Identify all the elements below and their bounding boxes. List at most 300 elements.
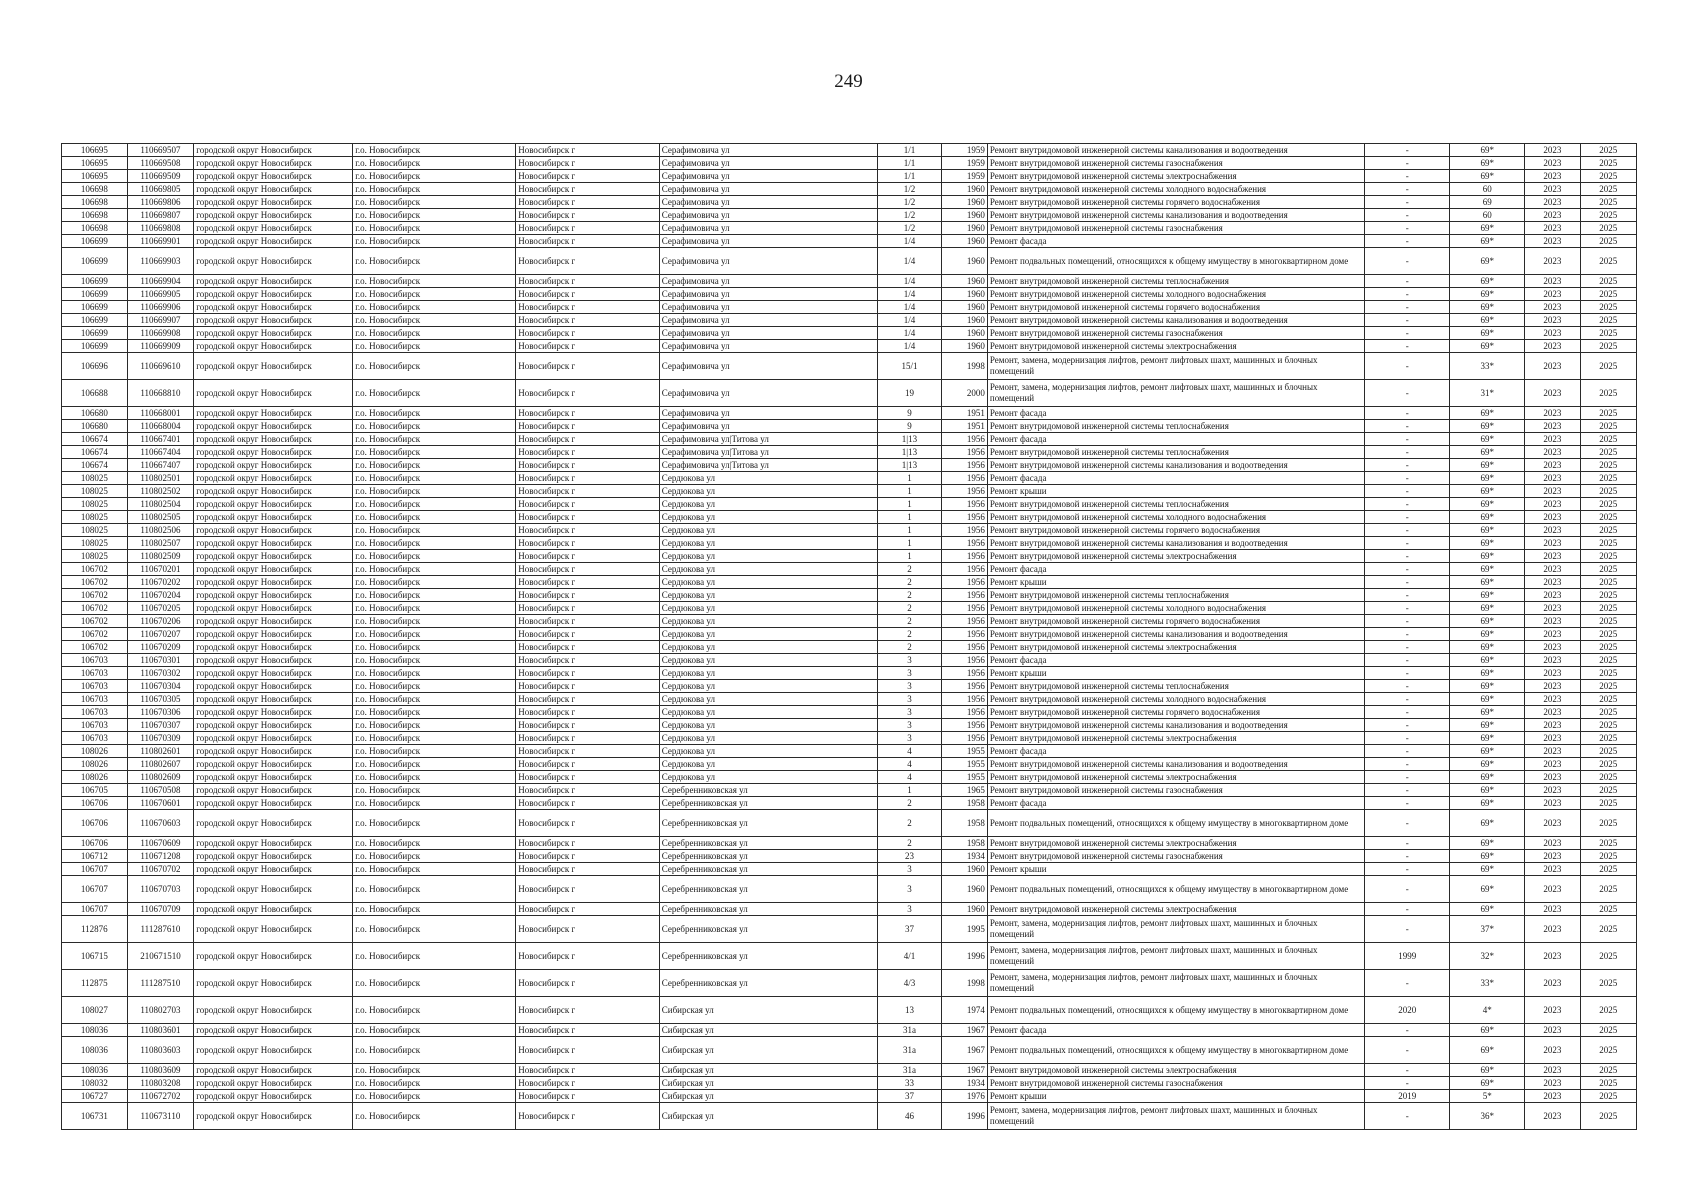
cell-municipality: городской округ Новосибирск [194,1024,353,1037]
cell-build-year: 1960 [941,196,987,209]
cell-municipality: городской округ Новосибирск [194,654,353,667]
cell-work-type: Ремонт внутридомовой инженерной системы теплоснабжения [987,420,1364,433]
cell-settlement: Новосибирск г [516,498,660,511]
cell-settlement: Новосибирск г [516,876,660,903]
cell-street: Сердюкова ул [659,732,877,745]
cell-wear: 69* [1450,248,1525,275]
cell-street: Серафимовича ул [659,288,877,301]
table-body [62,144,1637,1130]
cell-work-type: Ремонт фасада [987,235,1364,248]
cell-settlement: Новосибирск г [516,485,660,498]
cell-city-district: г.о. Новосибирск [353,810,516,837]
cell-work-code: 110670204 [127,589,194,602]
cell-last-repair-year: - [1365,472,1450,485]
cell-period-start: 2023 [1525,459,1580,472]
cell-period-start: 2023 [1525,837,1580,850]
cell-build-year: 1956 [941,576,987,589]
cell-settlement: Новосибирск г [516,1103,660,1130]
cell-period-start: 2023 [1525,863,1580,876]
cell-house-number: 1/2 [878,222,942,235]
cell-work-code: 110802501 [127,472,194,485]
cell-street: Серебренниковская ул [659,850,877,863]
cell-street: Сибирская ул [659,997,877,1024]
cell-street: Серафимовича ул|Титова ул [659,433,877,446]
cell-wear: 69* [1450,680,1525,693]
cell-municipality: городской округ Новосибирск [194,758,353,771]
cell-build-year: 1974 [941,997,987,1024]
cell-wear: 37* [1450,916,1525,943]
table-row [62,771,1637,784]
cell-city-district: г.о. Новосибирск [353,144,516,157]
cell-period-end: 2025 [1580,407,1636,420]
cell-settlement: Новосибирск г [516,446,660,459]
cell-house-id: 106703 [62,693,128,706]
cell-city-district: г.о. Новосибирск [353,433,516,446]
cell-street: Сибирская ул [659,1064,877,1077]
cell-settlement: Новосибирск г [516,459,660,472]
cell-settlement: Новосибирск г [516,903,660,916]
cell-period-end: 2025 [1580,420,1636,433]
cell-build-year: 1960 [941,314,987,327]
cell-house-number: 1/4 [878,340,942,353]
cell-city-district: г.о. Новосибирск [353,1024,516,1037]
cell-period-start: 2023 [1525,420,1580,433]
cell-build-year: 1960 [941,327,987,340]
cell-wear: 69* [1450,222,1525,235]
cell-work-code: 110670609 [127,837,194,850]
cell-work-type: Ремонт внутридомовой инженерной системы электроснабжения [987,340,1364,353]
cell-last-repair-year: - [1365,797,1450,810]
cell-period-end: 2025 [1580,810,1636,837]
cell-period-start: 2023 [1525,850,1580,863]
cell-wear: 69* [1450,903,1525,916]
table-row [62,1024,1637,1037]
cell-house-id: 108036 [62,1037,128,1064]
cell-settlement: Новосибирск г [516,380,660,407]
cell-house-id: 106703 [62,667,128,680]
cell-period-end: 2025 [1580,196,1636,209]
cell-work-type: Ремонт, замена, модернизация лифтов, ремонт лифтовых шахт, машинных и блочных помещений [987,970,1364,997]
cell-period-start: 2023 [1525,485,1580,498]
cell-build-year: 1956 [941,706,987,719]
cell-build-year: 1956 [941,615,987,628]
cell-work-type: Ремонт внутридомовой инженерной системы канализования и водоотведения [987,628,1364,641]
cell-period-start: 2023 [1525,680,1580,693]
cell-period-end: 2025 [1580,745,1636,758]
cell-municipality: городской округ Новосибирск [194,485,353,498]
cell-last-repair-year: - [1365,485,1450,498]
cell-city-district: г.о. Новосибирск [353,327,516,340]
cell-period-start: 2023 [1525,248,1580,275]
cell-work-code: 110669610 [127,353,194,380]
cell-street: Сердюкова ул [659,472,877,485]
cell-city-district: г.о. Новосибирск [353,667,516,680]
cell-wear: 5* [1450,1090,1525,1103]
cell-period-start: 2023 [1525,732,1580,745]
cell-municipality: городской округ Новосибирск [194,420,353,433]
cell-work-code: 110669905 [127,288,194,301]
cell-last-repair-year: - [1365,288,1450,301]
cell-work-type: Ремонт внутридомовой инженерной системы электроснабжения [987,170,1364,183]
cell-settlement: Новосибирск г [516,524,660,537]
cell-work-code: 110667404 [127,446,194,459]
cell-house-id: 106699 [62,314,128,327]
table-row [62,380,1637,407]
cell-house-number: 1 [878,511,942,524]
cell-build-year: 1956 [941,524,987,537]
cell-period-end: 2025 [1580,433,1636,446]
table-row [62,615,1637,628]
cell-street: Сердюкова ул [659,771,877,784]
cell-settlement: Новосибирск г [516,943,660,970]
cell-work-code: 110670601 [127,797,194,810]
table-row [62,916,1637,943]
table-row [62,472,1637,485]
cell-settlement: Новосибирск г [516,183,660,196]
cell-settlement: Новосибирск г [516,654,660,667]
cell-period-end: 2025 [1580,680,1636,693]
cell-build-year: 1960 [941,340,987,353]
cell-work-code: 110669904 [127,275,194,288]
cell-house-number: 3 [878,667,942,680]
cell-wear: 69* [1450,602,1525,615]
cell-work-code: 110667401 [127,433,194,446]
cell-street: Серафимовича ул [659,380,877,407]
cell-last-repair-year: - [1365,719,1450,732]
cell-period-end: 2025 [1580,183,1636,196]
cell-work-code: 110670306 [127,706,194,719]
cell-house-number: 2 [878,810,942,837]
cell-house-id: 106702 [62,615,128,628]
cell-municipality: городской округ Новосибирск [194,1077,353,1090]
cell-house-number: 1|13 [878,459,942,472]
cell-period-start: 2023 [1525,758,1580,771]
cell-work-code: 110670307 [127,719,194,732]
cell-period-start: 2023 [1525,209,1580,222]
cell-period-start: 2023 [1525,314,1580,327]
cell-wear: 69* [1450,576,1525,589]
cell-street: Серебренниковская ул [659,876,877,903]
cell-work-code: 110669903 [127,248,194,275]
cell-period-end: 2025 [1580,667,1636,680]
cell-wear: 60 [1450,183,1525,196]
cell-last-repair-year: - [1365,209,1450,222]
cell-period-end: 2025 [1580,472,1636,485]
table-row [62,680,1637,693]
cell-work-type: Ремонт внутридомовой инженерной системы газоснабжения [987,222,1364,235]
cell-city-district: г.о. Новосибирск [353,837,516,850]
cell-period-end: 2025 [1580,314,1636,327]
cell-build-year: 1965 [941,784,987,797]
cell-street: Серафимовича ул [659,144,877,157]
cell-street: Серебренниковская ул [659,916,877,943]
table-row [62,209,1637,222]
table-row [62,248,1637,275]
cell-wear: 69* [1450,1037,1525,1064]
cell-wear: 69* [1450,641,1525,654]
table-row [62,157,1637,170]
cell-work-code: 110670302 [127,667,194,680]
cell-house-number: 3 [878,863,942,876]
cell-build-year: 1956 [941,589,987,602]
cell-house-number: 4/3 [878,970,942,997]
cell-last-repair-year: - [1365,784,1450,797]
cell-last-repair-year: - [1365,340,1450,353]
cell-city-district: г.о. Новосибирск [353,654,516,667]
cell-house-id: 106703 [62,680,128,693]
cell-build-year: 1951 [941,407,987,420]
cell-last-repair-year: - [1365,837,1450,850]
cell-last-repair-year: - [1365,850,1450,863]
cell-settlement: Новосибирск г [516,797,660,810]
table-row [62,970,1637,997]
table-row [62,745,1637,758]
cell-wear: 69* [1450,693,1525,706]
table-row [62,340,1637,353]
cell-city-district: г.о. Новосибирск [353,876,516,903]
cell-municipality: городской округ Новосибирск [194,288,353,301]
cell-build-year: 1956 [941,537,987,550]
cell-house-id: 106696 [62,353,128,380]
cell-work-code: 110669908 [127,327,194,340]
cell-city-district: г.о. Новосибирск [353,472,516,485]
cell-period-end: 2025 [1580,235,1636,248]
cell-wear: 69* [1450,157,1525,170]
cell-city-district: г.о. Новосибирск [353,537,516,550]
cell-build-year: 1976 [941,1090,987,1103]
cell-period-start: 2023 [1525,235,1580,248]
cell-house-id: 106702 [62,641,128,654]
cell-house-id: 106731 [62,1103,128,1130]
cell-municipality: городской округ Новосибирск [194,602,353,615]
cell-period-start: 2023 [1525,288,1580,301]
cell-build-year: 1956 [941,602,987,615]
cell-street: Сердюкова ул [659,654,877,667]
cell-house-number: 1/1 [878,170,942,183]
cell-municipality: городской округ Новосибирск [194,511,353,524]
cell-house-number: 31а [878,1037,942,1064]
cell-work-type: Ремонт подвальных помещений, относящихся к общему имуществу в многоквартирном доме [987,248,1364,275]
cell-municipality: городской округ Новосибирск [194,537,353,550]
cell-street: Серафимовича ул [659,407,877,420]
cell-house-number: 19 [878,380,942,407]
cell-build-year: 1956 [941,667,987,680]
cell-build-year: 1956 [941,511,987,524]
cell-street: Серафимовича ул [659,209,877,222]
cell-work-type: Ремонт внутридомовой инженерной системы канализования и водоотведения [987,459,1364,472]
cell-work-type: Ремонт фасада [987,1024,1364,1037]
cell-house-id: 108026 [62,745,128,758]
cell-build-year: 1956 [941,641,987,654]
table-row [62,420,1637,433]
cell-last-repair-year: - [1365,667,1450,680]
cell-city-district: г.о. Новосибирск [353,850,516,863]
cell-work-type: Ремонт, замена, модернизация лифтов, ремонт лифтовых шахт, машинных и блочных помещений [987,1103,1364,1130]
cell-wear: 69* [1450,563,1525,576]
cell-period-end: 2025 [1580,353,1636,380]
cell-municipality: городской округ Новосибирск [194,222,353,235]
cell-house-id: 106702 [62,563,128,576]
cell-wear: 69* [1450,706,1525,719]
cell-house-id: 106702 [62,576,128,589]
cell-wear: 69* [1450,446,1525,459]
cell-period-end: 2025 [1580,1024,1636,1037]
cell-build-year: 1955 [941,745,987,758]
cell-house-id: 106703 [62,706,128,719]
cell-work-type: Ремонт внутридомовой инженерной системы теплоснабжения [987,498,1364,511]
table-row [62,288,1637,301]
cell-last-repair-year: - [1365,1077,1450,1090]
cell-build-year: 1958 [941,810,987,837]
cell-period-end: 2025 [1580,485,1636,498]
cell-municipality: городской округ Новосибирск [194,550,353,563]
cell-period-end: 2025 [1580,275,1636,288]
cell-city-district: г.о. Новосибирск [353,1090,516,1103]
cell-municipality: городской округ Новосибирск [194,943,353,970]
cell-wear: 69* [1450,745,1525,758]
cell-settlement: Новосибирск г [516,563,660,576]
cell-build-year: 1956 [941,654,987,667]
cell-house-id: 106707 [62,876,128,903]
cell-wear: 69* [1450,498,1525,511]
cell-last-repair-year: - [1365,680,1450,693]
cell-work-code: 110670301 [127,654,194,667]
cell-municipality: городской округ Новосибирск [194,248,353,275]
cell-work-code: 110672702 [127,1090,194,1103]
table-row [62,1037,1637,1064]
cell-period-start: 2023 [1525,222,1580,235]
cell-municipality: городской округ Новосибирск [194,810,353,837]
cell-work-code: 110802703 [127,997,194,1024]
table-row [62,407,1637,420]
cell-city-district: г.о. Новосибирск [353,706,516,719]
cell-period-end: 2025 [1580,524,1636,537]
cell-municipality: городской округ Новосибирск [194,459,353,472]
cell-last-repair-year: - [1365,157,1450,170]
cell-house-number: 13 [878,997,942,1024]
cell-work-type: Ремонт фасада [987,563,1364,576]
table-row [62,997,1637,1024]
cell-house-number: 2 [878,615,942,628]
cell-street: Сердюкова ул [659,628,877,641]
cell-build-year: 1959 [941,170,987,183]
table-row [62,1090,1637,1103]
cell-build-year: 1967 [941,1037,987,1064]
cell-house-number: 1/4 [878,301,942,314]
cell-house-id: 106698 [62,209,128,222]
cell-period-start: 2023 [1525,340,1580,353]
cell-last-repair-year: - [1365,353,1450,380]
cell-last-repair-year: - [1365,810,1450,837]
cell-period-start: 2023 [1525,719,1580,732]
table-row [62,353,1637,380]
cell-wear: 69* [1450,170,1525,183]
cell-work-type: Ремонт внутридомовой инженерной системы газоснабжения [987,157,1364,170]
cell-house-number: 1/4 [878,314,942,327]
cell-house-id: 108032 [62,1077,128,1090]
cell-wear: 33* [1450,353,1525,380]
cell-municipality: городской округ Новосибирск [194,157,353,170]
cell-house-id: 106702 [62,628,128,641]
cell-period-start: 2023 [1525,446,1580,459]
cell-municipality: городской округ Новосибирск [194,144,353,157]
cell-period-end: 2025 [1580,209,1636,222]
cell-work-code: 110669507 [127,144,194,157]
cell-house-number: 4 [878,758,942,771]
cell-last-repair-year: - [1365,196,1450,209]
cell-period-end: 2025 [1580,602,1636,615]
cell-period-end: 2025 [1580,550,1636,563]
cell-house-number: 4 [878,745,942,758]
cell-wear: 31* [1450,380,1525,407]
cell-house-id: 106688 [62,380,128,407]
cell-work-type: Ремонт внутридомовой инженерной системы газоснабжения [987,850,1364,863]
cell-period-end: 2025 [1580,997,1636,1024]
cell-wear: 69* [1450,275,1525,288]
cell-work-type: Ремонт внутридомовой инженерной системы горячего водоснабжения [987,706,1364,719]
cell-period-start: 2023 [1525,183,1580,196]
cell-settlement: Новосибирск г [516,1064,660,1077]
cell-settlement: Новосибирск г [516,680,660,693]
cell-house-id: 106706 [62,837,128,850]
table-row [62,732,1637,745]
repair-program-table [61,143,1637,1130]
cell-build-year: 1956 [941,446,987,459]
cell-wear: 33* [1450,970,1525,997]
cell-build-year: 1956 [941,433,987,446]
cell-last-repair-year: - [1365,459,1450,472]
cell-build-year: 1996 [941,943,987,970]
cell-period-end: 2025 [1580,615,1636,628]
cell-street: Серебренниковская ул [659,784,877,797]
cell-build-year: 1960 [941,863,987,876]
cell-street: Сердюкова ул [659,589,877,602]
cell-house-id: 106674 [62,446,128,459]
cell-period-end: 2025 [1580,903,1636,916]
cell-period-start: 2023 [1525,327,1580,340]
cell-settlement: Новосибирск г [516,628,660,641]
cell-build-year: 1934 [941,1077,987,1090]
cell-street: Сибирская ул [659,1103,877,1130]
cell-municipality: городской округ Новосибирск [194,628,353,641]
cell-city-district: г.о. Новосибирск [353,459,516,472]
cell-work-code: 110802506 [127,524,194,537]
cell-last-repair-year: - [1365,602,1450,615]
cell-work-type: Ремонт внутридомовой инженерной системы газоснабжения [987,327,1364,340]
cell-work-type: Ремонт, замена, модернизация лифтов, ремонт лифтовых шахт, машинных и блочных помещений [987,943,1364,970]
table-row [62,314,1637,327]
cell-settlement: Новосибирск г [516,997,660,1024]
cell-last-repair-year: - [1365,248,1450,275]
cell-period-end: 2025 [1580,589,1636,602]
cell-house-number: 15/1 [878,353,942,380]
cell-work-type: Ремонт внутридомовой инженерной системы холодного водоснабжения [987,183,1364,196]
cell-house-id: 106702 [62,602,128,615]
cell-period-start: 2023 [1525,196,1580,209]
table-row [62,784,1637,797]
cell-street: Серафимовича ул [659,157,877,170]
cell-work-code: 110802504 [127,498,194,511]
cell-work-code: 110670202 [127,576,194,589]
cell-house-number: 1|13 [878,433,942,446]
cell-period-start: 2023 [1525,970,1580,997]
table-row [62,876,1637,903]
cell-settlement: Новосибирск г [516,550,660,563]
cell-build-year: 1956 [941,732,987,745]
cell-work-code: 110670201 [127,563,194,576]
cell-last-repair-year: - [1365,1064,1450,1077]
cell-build-year: 1955 [941,758,987,771]
